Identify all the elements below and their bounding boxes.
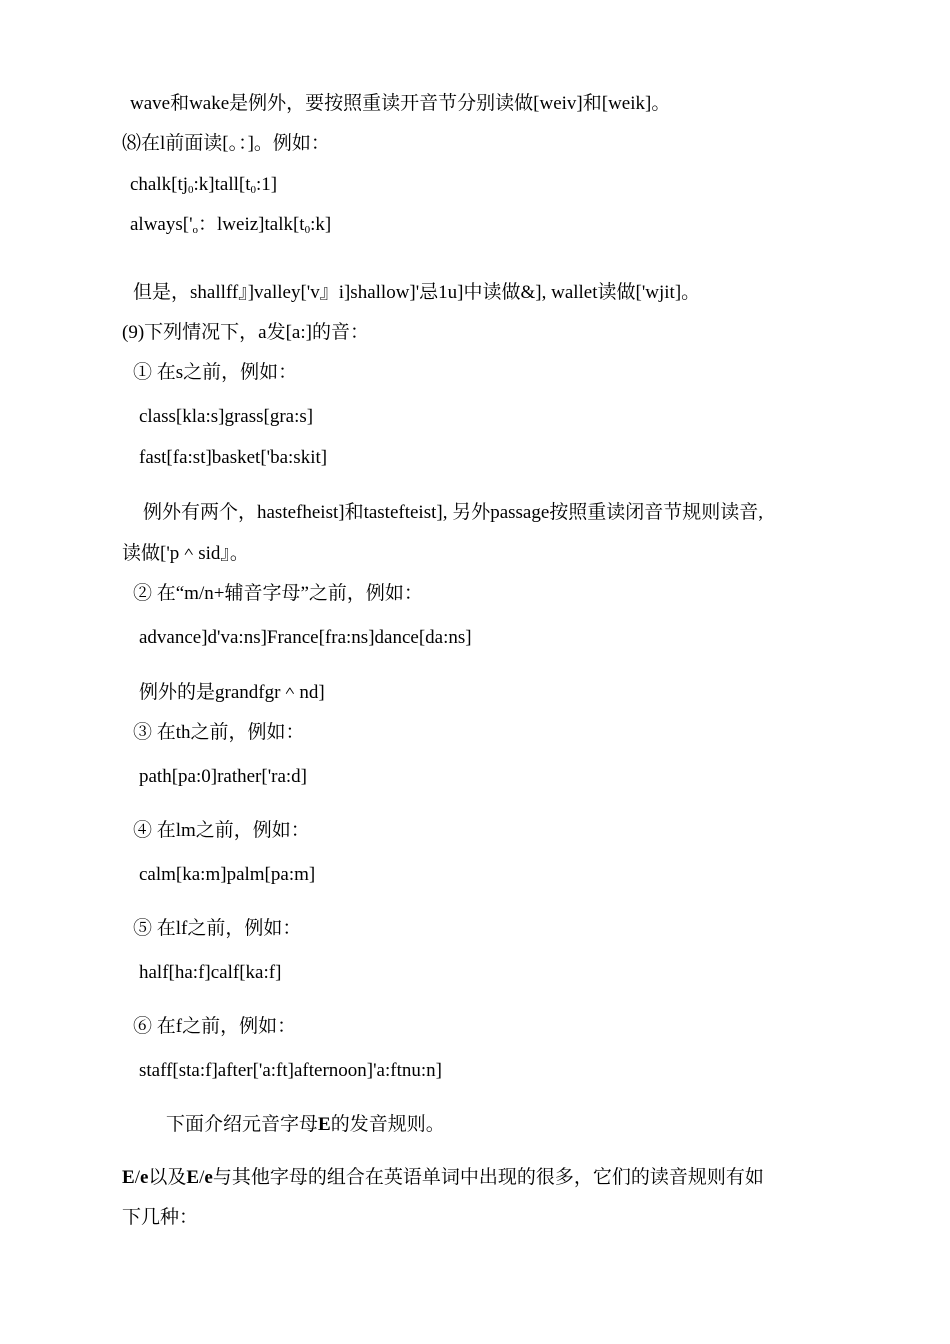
example-line: $always['_o$：$lweiz]talk[t_0:k]$ bbox=[130, 214, 332, 236]
paragraph-line: 例外的是grandfgr＾nd] bbox=[139, 682, 325, 703]
list-item-heading: ③ 在th之前，例如： bbox=[133, 722, 305, 743]
paragraph-line: 读做['p＾sid』。 bbox=[122, 543, 249, 564]
section-intro: 下面介绍元音字母E的发音规则。 bbox=[166, 1114, 445, 1135]
example-line: staff[sta:f]after['a:ft]afternoon]'a:ftnu:n] bbox=[139, 1060, 442, 1081]
list-item-heading: ⑥ 在f之前，例如： bbox=[133, 1016, 297, 1037]
paragraph-line: 例外有两个，hastefheist]和tastefteist], 另外passage按照重读闭音节规则读音, bbox=[143, 502, 764, 523]
example-line: path[pa:0]rather['ra:d] bbox=[139, 766, 307, 787]
rule-heading: ⑻在l前面读[。：]。例如： bbox=[122, 133, 330, 154]
rule-heading: (9)下列情况下，a发[a:]的音： bbox=[122, 322, 369, 343]
paragraph-line: 但是，shallff』]valley['v』i]shallow]'忌1u]中读做&], wallet读做['wjit]。 bbox=[133, 282, 701, 303]
example-line: advance]d'va:ns]France[fra:ns]dance[da:ns] bbox=[139, 627, 472, 648]
list-item-heading: ⑤ 在lf之前，例如： bbox=[133, 918, 302, 939]
example-line: half[ha:f]calf[ka:f] bbox=[139, 962, 282, 983]
example-line: class[kla:s]grass[gra:s] bbox=[139, 406, 314, 427]
example-line: fast[fa:st]basket['ba:skit] bbox=[139, 447, 328, 468]
paragraph-line: wave和wake是例外，要按照重读开音节分别读做[weiv]和[weik]。 bbox=[130, 93, 671, 114]
paragraph-line: E/e以及E/e与其他字母的组合在英语单词中出现的很多，它们的读音规则有如 bbox=[122, 1167, 764, 1188]
example-line: calm[ka:m]palm[pa:m] bbox=[139, 864, 316, 885]
list-item-heading: ④ 在lm之前，例如： bbox=[133, 820, 310, 841]
list-item-heading: ① 在s之前，例如： bbox=[133, 362, 298, 383]
example-line: $chalk[tj_0:k]tall[t_0:1]$ bbox=[130, 174, 278, 196]
list-item-heading: ② 在“m/n+辅音字母”之前，例如： bbox=[133, 583, 423, 604]
paragraph-line: 下几种： bbox=[122, 1207, 199, 1228]
